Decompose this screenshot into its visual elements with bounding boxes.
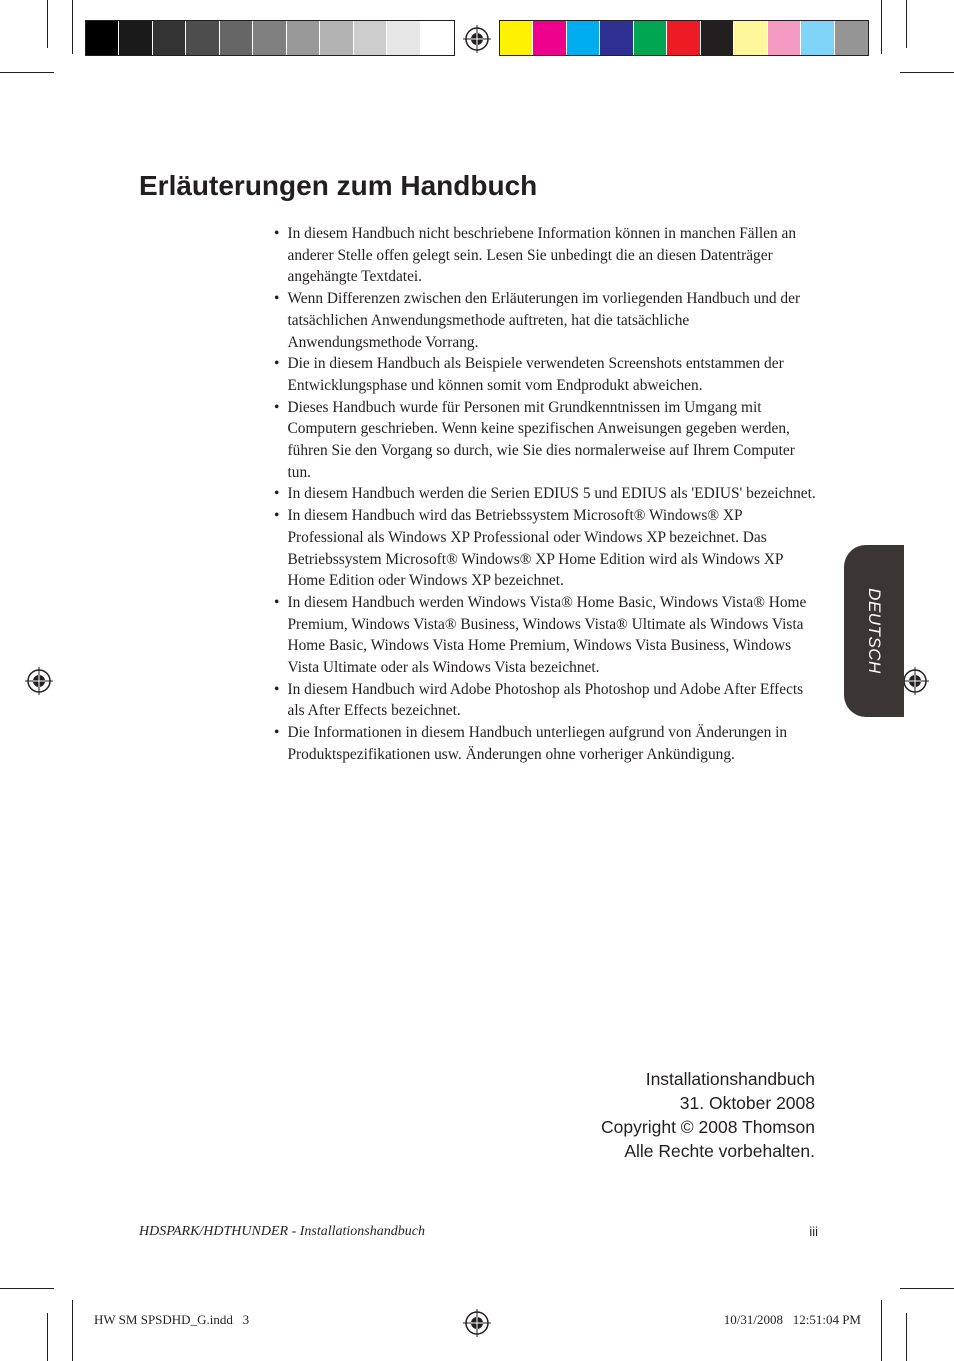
color-swatch (701, 21, 734, 55)
bullet-icon: • (274, 680, 280, 698)
imprint-date: 31. Oktober 2008 (679, 1093, 815, 1113)
slug-timestamp: 10/31/2008 12:51:04 PM (723, 1312, 861, 1327)
crop-mark (72, 1300, 73, 1361)
crop-mark (881, 1300, 882, 1361)
list-item (272, 592, 818, 679)
list-item (272, 679, 818, 722)
language-tab (844, 545, 904, 717)
registration-mark-icon (463, 1309, 491, 1337)
crop-mark (906, 1313, 907, 1361)
color-swatch (667, 21, 700, 55)
color-swatch (320, 21, 353, 55)
imprint-block (601, 1067, 815, 1163)
list-item (272, 483, 818, 505)
bullet-icon: • (274, 225, 280, 242)
crop-mark (47, 1313, 48, 1361)
color-swatch (500, 21, 533, 55)
color-swatch (287, 21, 320, 55)
note-text: In diesem Handbuch nicht beschriebene Information können in manchen Fällen an anderer Stelle offen gelegt sein. Lesen Sie unbedingt die an diesen Datenträger angehängte Textdatei. (287, 225, 797, 286)
color-swatch (220, 21, 253, 55)
list-item (272, 722, 818, 765)
note-text: In diesem Handbuch werden die Serien EDIUS 5 und EDIUS als 'EDIUS' bezeichnet. (287, 485, 816, 503)
crop-mark (47, 0, 48, 48)
bullet-icon: • (274, 290, 280, 308)
note-text: In diesem Handbuch wird das Betriebssystem Microsoft® Windows® XP Professional als Windows XP Professional oder Windows XP bezeichnet. Das Betriebssystem Microsoft® Windows® XP Home Edition wird als Windows XP Home Edition oder Windows XP bezeichnet. (287, 507, 783, 590)
imprint-copyright: Copyright © 2008 Thomson (601, 1117, 815, 1137)
list-item (272, 288, 818, 353)
color-swatch (835, 21, 868, 55)
grayscale-calibration-bar (85, 20, 455, 56)
list-item (272, 353, 818, 396)
crop-mark (906, 0, 907, 48)
crop-mark (0, 1288, 54, 1289)
color-swatch (600, 21, 633, 55)
language-tab-label: DEUTSCH (865, 588, 884, 674)
bullet-icon: • (274, 507, 280, 525)
color-swatch (186, 21, 219, 55)
color-swatch (768, 21, 801, 55)
page-title: Erläuterungen zum Handbuch (139, 170, 538, 201)
slug-filename: HW SM SPSDHD_G.indd 3 (94, 1312, 250, 1327)
note-text: In diesem Handbuch wird Adobe Photoshop als Photoshop und Adobe After Effects als After Effects bezeichnet. (287, 680, 804, 720)
color-swatch (634, 21, 667, 55)
bullet-icon: • (274, 485, 280, 503)
bullet-icon: • (274, 593, 280, 611)
crop-mark (72, 0, 73, 54)
bullet-icon: • (274, 355, 280, 373)
registration-mark-icon (901, 667, 929, 695)
note-text: Die in diesem Handbuch als Beispiele verwendeten Screenshots entstammen der Entwicklungsphase und können somit vom Endprodukt abweichen. (287, 355, 784, 394)
crop-mark (881, 0, 882, 54)
color-swatch (354, 21, 387, 55)
bullet-icon: • (274, 724, 280, 742)
color-swatch (801, 21, 834, 55)
footer-title: HDSPARK/HDTHUNDER - Installationshandbuch (139, 1224, 425, 1239)
registration-mark-icon (25, 667, 53, 695)
color-swatch (387, 21, 420, 55)
imprint-rights: Alle Rechte vorbehalten. (624, 1141, 815, 1161)
note-text: Dieses Handbuch wurde für Personen mit Grundkenntnissen im Umgang mit Computern geschrieben. Wenn keine spezifischen Anweisungen gegeben werden, führen Sie den Vorgang so durch, wie Sie dies normalerweise auf Ihrem Computer tun. (287, 398, 795, 481)
list-item (272, 505, 818, 592)
color-swatch (153, 21, 186, 55)
note-text: Die Informationen in diesem Handbuch unterliegen aufgrund von Änderungen in Produktspezifikationen usw. Änderungen ohne vorheriger Ankündigung. (287, 724, 788, 763)
note-text: Wenn Differenzen zwischen den Erläuterungen im vorliegenden Handbuch und der tatsächlichen Anwendungsmethode auftreten, hat die tatsächliche Anwendungsmethode Vorrang. (287, 290, 801, 351)
color-swatch (253, 21, 286, 55)
registration-mark-icon (463, 25, 491, 53)
note-text: In diesem Handbuch werden Windows Vista® Home Basic, Windows Vista® Home Premium, Windows Vista® Business, Windows Vista® Ultimate als Windows Vista Home Basic, Windows Vista Home Premium, Windows Vista Business, Windows Vista Ultimate oder als Windows Vista bezeichnet. (287, 593, 807, 677)
bullet-icon: • (274, 398, 280, 416)
color-calibration-bar (499, 20, 869, 56)
crop-mark (900, 72, 954, 73)
list-item (272, 223, 818, 288)
color-swatch (119, 21, 152, 55)
notes-list (272, 223, 818, 766)
page-number: iii (809, 1224, 818, 1239)
color-swatch (734, 21, 767, 55)
crop-mark (0, 72, 54, 73)
crop-mark (900, 1288, 954, 1289)
imprint-title: Installationshandbuch (645, 1069, 815, 1089)
color-swatch (567, 21, 600, 55)
color-swatch (421, 21, 454, 55)
color-swatch (533, 21, 566, 55)
color-swatch (86, 21, 119, 55)
list-item (272, 397, 818, 484)
